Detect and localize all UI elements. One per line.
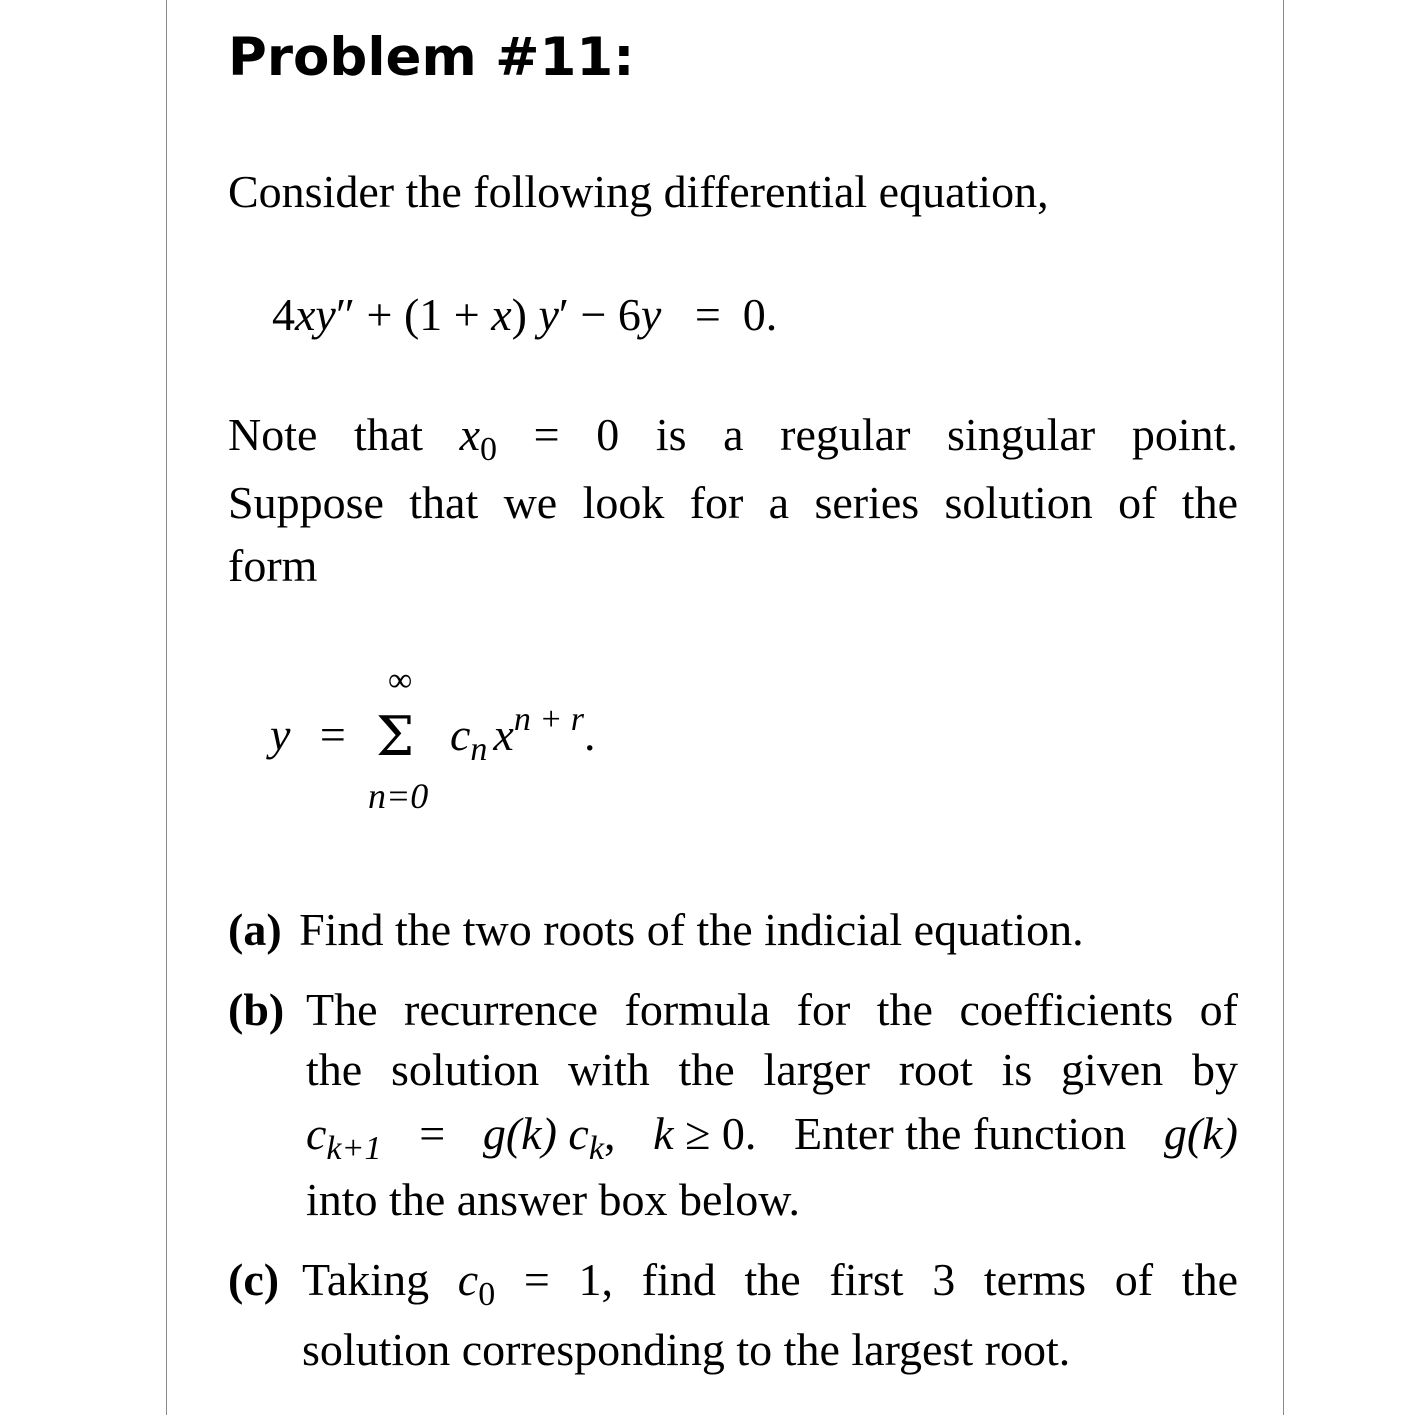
part-c-line2: solution corresponding to the largest root.	[302, 1324, 1071, 1375]
part-a	[228, 898, 1084, 962]
intro-text: Consider the following differential equation,	[228, 166, 1049, 217]
suppose-line: Suppose that we look for a series solution of the	[228, 477, 1238, 528]
series-term: $c_n$ $x^{n + r}$.	[450, 701, 596, 768]
problem-title: Problem #11:	[228, 27, 635, 88]
part-b-line3: $c_{k+1}$ = g(k) $c_k$, k ≥ 0. Enter the function g(k)	[306, 1108, 1238, 1167]
note-line: Note that $x_0$ = 0 is a regular singular point.	[228, 409, 1238, 468]
sigma-lower-limit: n=0	[368, 776, 429, 816]
part-b-line4: into the answer box below.	[306, 1174, 800, 1225]
suppose-last-line: form	[228, 540, 318, 591]
part-a-label: (a)	[228, 904, 282, 955]
sigma-upper-limit: ∞	[388, 662, 413, 699]
part-b-label: (b)	[228, 984, 285, 1035]
part-b-line1: The recurrence formula for the coefficients of	[306, 984, 1238, 1035]
part-b-line2: the solution with the larger root is given by	[306, 1044, 1238, 1095]
sigma-notation	[368, 664, 440, 814]
part-c-line1: Taking $c_0$ = 1, find the first 3 terms of the	[302, 1254, 1238, 1313]
differential-equation: 4xy″ + (1 + x) y′ − 6y = 0.	[272, 289, 778, 340]
series-lhs: y =	[270, 709, 346, 760]
sigma-symbol: Σ	[376, 705, 415, 768]
part-c-label: (c)	[228, 1254, 280, 1305]
part-a-text: Find the two roots of the indicial equation.	[299, 904, 1084, 955]
